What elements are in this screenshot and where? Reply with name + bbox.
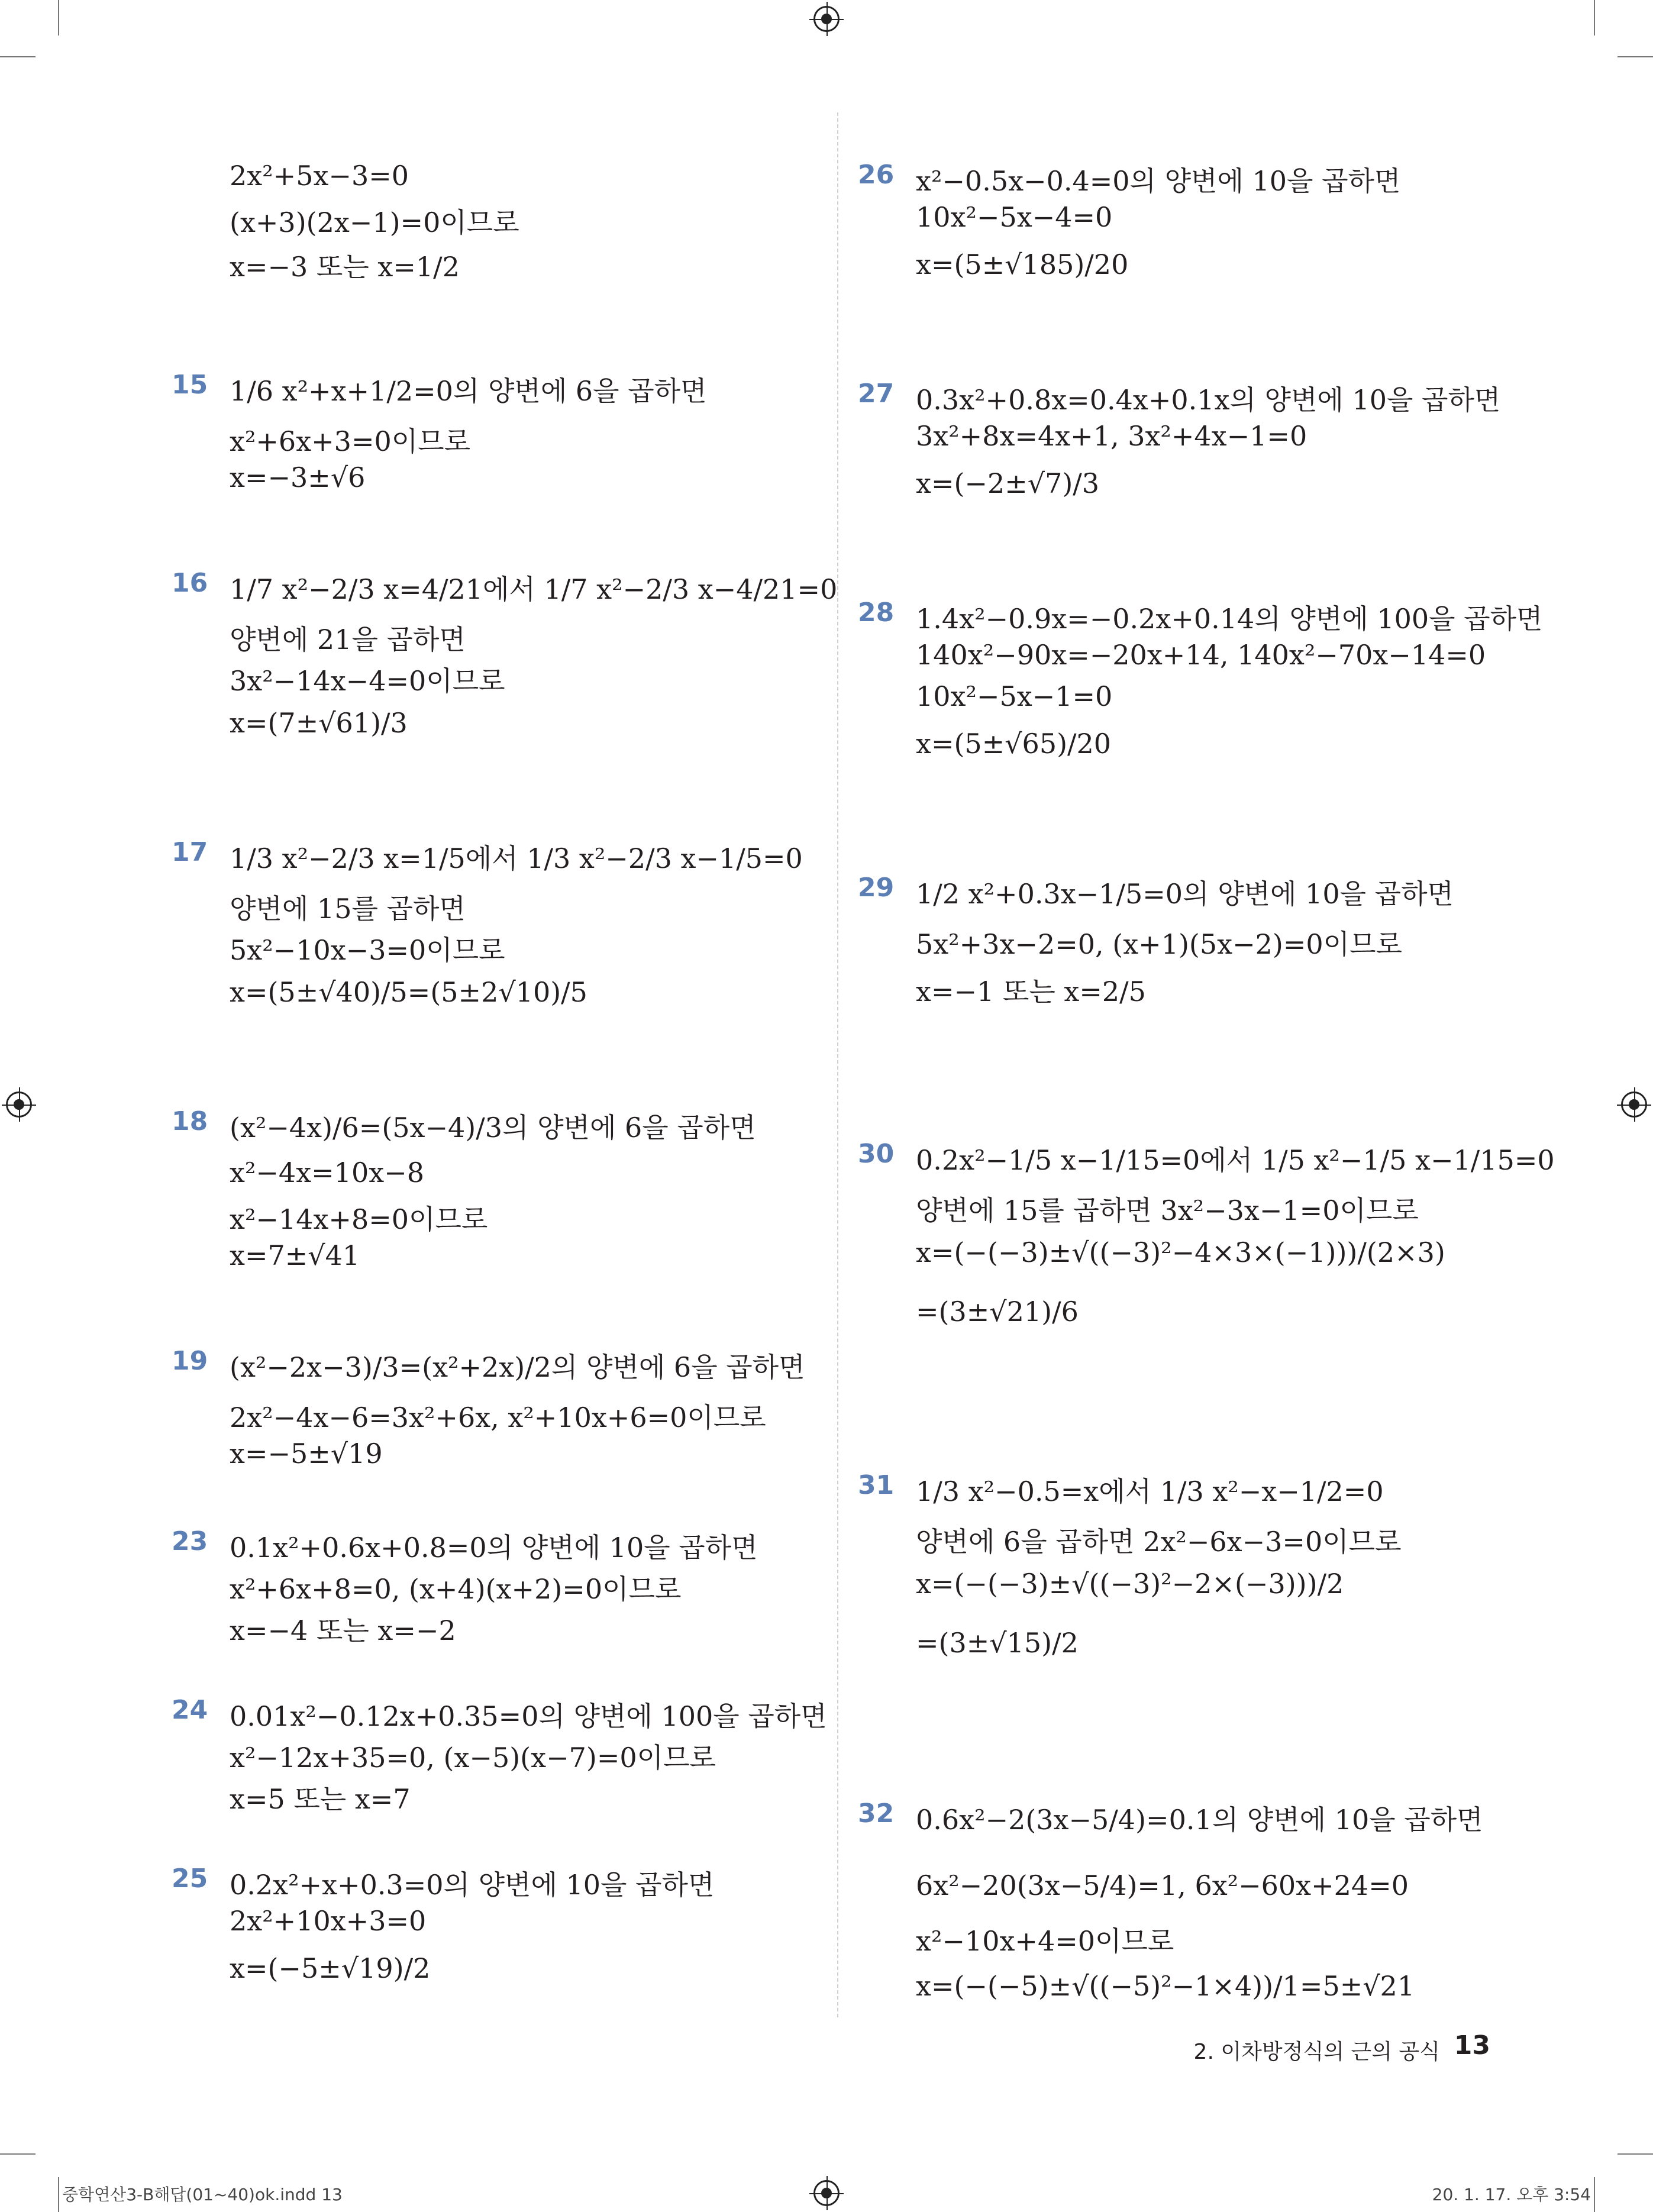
solution-line: x²−14x+8=0이므로 [230,1203,488,1235]
solution-line: x²+6x+3=0이므로 [230,425,471,457]
solution-line: 10x²−5x−4=0 [916,201,1113,233]
solution-line: x=7±√41 [230,1239,360,1271]
problem-number: 18 [172,1106,208,1136]
solution-line: 5x²+3x−2=0, (x+1)(5x−2)=0이므로 [916,928,1402,960]
crop-mark [58,2177,59,2212]
crop-mark [0,2153,35,2155]
solution-line: x=−1 또는 x=2/5 [916,976,1146,1007]
solution-line: 0.6x²−2(3x−5/4)=0.1의 양변에 10을 곱하면 [916,1804,1483,1836]
solution-line: x=(−(−3)±√((−3)²−4×3×(−1)))/(2×3) [916,1236,1445,1268]
solution-line: 2x²−4x−6=3x²+6x, x²+10x+6=0이므로 [230,1402,766,1433]
solution-line: 1/6 x²+x+1/2=0의 양변에 6을 곱하면 [230,375,707,407]
solution-line: x=(7±√61)/3 [230,707,408,739]
solution-line: 140x²−90x=−20x+14, 140x²−70x−14=0 [916,639,1486,671]
solution-line: 3x²−14x−4=0이므로 [230,665,505,697]
solution-line: 양변에 6을 곱하면 2x²−6x−3=0이므로 [916,1526,1402,1558]
solution-line: x=(−(−5)±√((−5)²−1×4))/1=5±√21 [916,1970,1415,2002]
solution-line: =(3±√21)/6 [916,1296,1079,1328]
print-file-info: 중학연산3-B해답(01~40)ok.indd 13 [62,2185,343,2204]
solution-line: x²−0.5x−0.4=0의 양변에 10을 곱하면 [916,165,1401,197]
crop-mark [1618,56,1653,57]
chapter-title: 2. 이차방정식의 근의 공식 [1193,2040,1440,2064]
solution-line: x=−3 또는 x=1/2 [230,251,460,283]
solution-line: x=(−2±√7)/3 [916,467,1100,499]
solution-line: x²+6x+8=0, (x+4)(x+2)=0이므로 [230,1573,682,1605]
solution-line: x=−5±√19 [230,1438,383,1470]
solution-line: 5x²−10x−3=0이므로 [230,934,505,966]
solution-line: x=(5±√40)/5=(5±2√10)/5 [230,976,587,1008]
registration-mark-icon [1621,1092,1647,1118]
print-timestamp: 20. 1. 17. 오후 3:54 [1432,2185,1591,2204]
problem-number: 27 [858,379,895,409]
solution-line: 1/7 x²−2/3 x=4/21에서 1/7 x²−2/3 x−4/21=0 [230,573,838,605]
solution-line: 6x²−20(3x−5/4)=1, 6x²−60x+24=0 [916,1869,1409,1901]
crop-mark [1594,2177,1595,2212]
solution-line: 0.01x²−0.12x+0.35=0의 양변에 100을 곱하면 [230,1700,827,1732]
solution-line: 양변에 15를 곱하면 [230,893,466,925]
problem-number: 24 [172,1695,208,1725]
solution-line: 0.2x²−1/5 x−1/15=0에서 1/5 x²−1/5 x−1/15=0 [916,1144,1555,1176]
crop-mark [1594,0,1595,35]
column-divider [837,112,838,2017]
problem-number: 31 [858,1470,895,1500]
crop-mark [0,56,35,57]
problem-number: 17 [172,837,208,867]
solution-line: 0.1x²+0.6x+0.8=0의 양변에 10을 곱하면 [230,1532,758,1564]
problem-number: 26 [858,160,895,190]
solution-line: x²−4x=10x−8 [230,1157,424,1189]
solution-line: 1/3 x²−0.5=x에서 1/3 x²−x−1/2=0 [916,1475,1384,1507]
problem-number: 28 [858,598,895,628]
solution-line: 양변에 15를 곱하면 3x²−3x−1=0이므로 [916,1194,1419,1226]
problem-number: 32 [858,1798,895,1829]
solution-line: x²−12x+35=0, (x−5)(x−7)=0이므로 [230,1742,716,1774]
solution-line: 1/2 x²+0.3x−1/5=0의 양변에 10을 곱하면 [916,878,1454,910]
problem-number: 30 [858,1139,895,1169]
registration-mark-icon [813,6,840,32]
solution-line: x=(5±√65)/20 [916,728,1112,760]
solution-line: 0.2x²+x+0.3=0의 양변에 10을 곱하면 [230,1869,715,1901]
solution-line: 0.3x²+0.8x=0.4x+0.1x의 양변에 10을 곱하면 [916,384,1501,416]
solution-line: x=5 또는 x=7 [230,1783,411,1815]
solution-line: 10x²−5x−1=0 [916,680,1113,712]
problem-number: 29 [858,873,895,903]
solution-line: x=(−(−3)±√((−3)²−2×(−3)))/2 [916,1568,1344,1600]
solution-line: x²−10x+4=0이므로 [916,1925,1174,1957]
solution-line: x=−3±√6 [230,461,366,493]
page-number: 13 [1454,2030,1490,2061]
solution-line: x=−4 또는 x=−2 [230,1614,456,1646]
solution-line: 1.4x²−0.9x=−0.2x+0.14의 양변에 100을 곱하면 [916,603,1543,635]
crop-mark [58,0,59,35]
solution-line: x=(5±√185)/20 [916,248,1129,280]
problem-number: 15 [172,370,208,400]
crop-mark [1618,2153,1653,2155]
problem-number: 19 [172,1346,208,1376]
solution-line: 1/3 x²−2/3 x=1/5에서 1/3 x²−2/3 x−1/5=0 [230,842,803,874]
solution-line: 2x²+5x−3=0 [230,160,409,192]
solution-line: =(3±√15)/2 [916,1627,1079,1659]
problem-number: 23 [172,1526,208,1557]
registration-mark-icon [813,2180,840,2206]
solution-line: 2x²+10x+3=0 [230,1905,427,1937]
solution-line: x=(−5±√19)/2 [230,1952,431,1984]
registration-mark-icon [6,1092,32,1118]
solution-line: 3x²+8x=4x+1, 3x²+4x−1=0 [916,420,1307,452]
solution-line: (x²−2x−3)/3=(x²+2x)/2의 양변에 6을 곱하면 [230,1351,805,1383]
solution-line: (x²−4x)/6=(5x−4)/3의 양변에 6을 곱하면 [230,1112,756,1144]
solution-line: 양변에 21을 곱하면 [230,624,466,655]
problem-number: 25 [172,1864,208,1894]
solution-line: (x+3)(2x−1)=0이므로 [230,206,519,238]
problem-number: 16 [172,568,208,598]
